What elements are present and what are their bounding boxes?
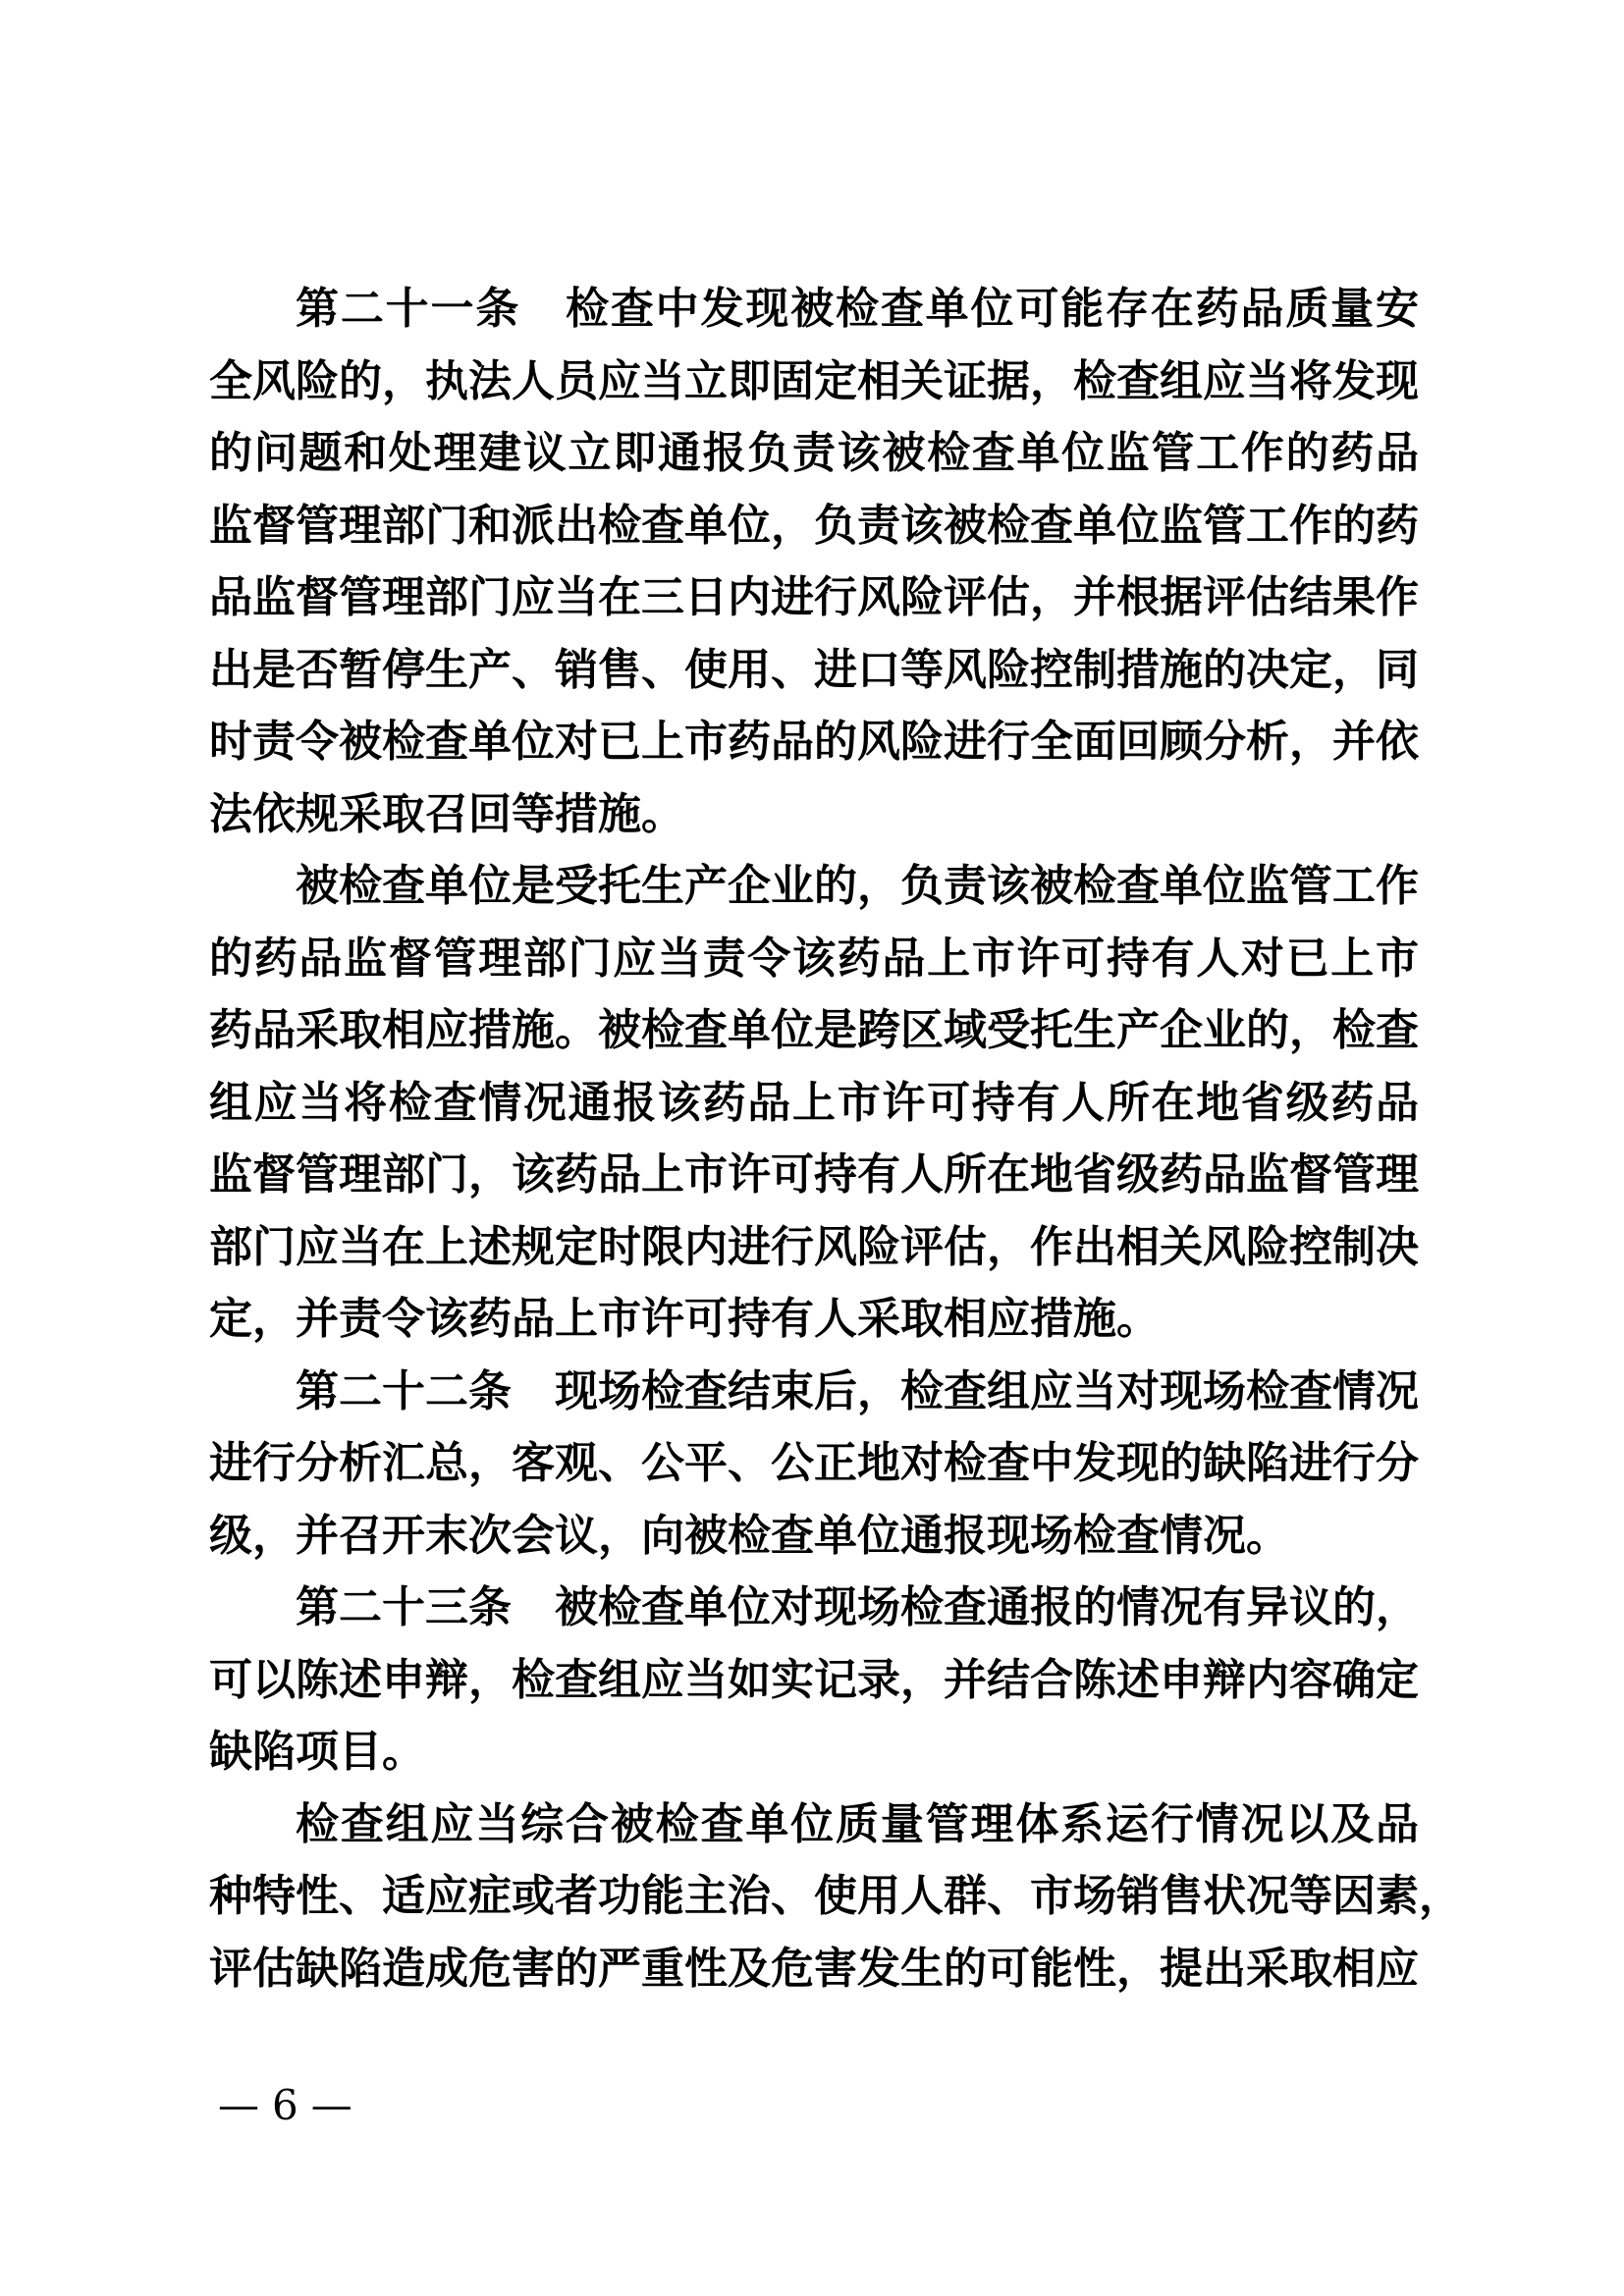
text-line: 第二十三条 被检查单位对现场检查通报的情况有异议的， [296, 1583, 1419, 1631]
text-line: 被检查单位是受托生产企业的，负责该被检查单位监管工作 [296, 862, 1419, 910]
text-line: 出是否暂停生产、销售、使用、进口等风险控制措施的决定，同 [209, 645, 1419, 694]
article-23-paragraph-1 [209, 1572, 1419, 1789]
text-line: 级，并召开末次会议，向被检查单位通报现场检查情况。 [209, 1511, 1289, 1560]
page-number: 6 [272, 2081, 298, 2129]
text-line: 组应当将检查情况通报该药品上市许可持有人所在地省级药品 [209, 1078, 1419, 1127]
text-line: 评估缺陷造成危害的严重性及危害发生的可能性，提出采取相应 [209, 1944, 1419, 1993]
article-21-paragraph-2 [209, 850, 1419, 1356]
text-line: 种特性、适应症或者功能主治、使用人群、市场销售状况等因素， [209, 1872, 1462, 1920]
text-line: 全风险的，执法人员应当立即固定相关证据，检查组应当将发现 [209, 356, 1419, 405]
text-line: 可以陈述申辩，检查组应当如实记录，并结合陈述申辩内容确定 [209, 1655, 1419, 1704]
document-body [209, 273, 1462, 2004]
text-line: 缺陷项目。 [209, 1728, 425, 1776]
text-line: 药品采取相应措施。被检查单位是跨区域受托生产企业的，检查 [209, 1006, 1419, 1054]
footer-dash-left: — [218, 2081, 259, 2129]
article-22-paragraph-1 [209, 1356, 1419, 1573]
text-line: 法依规采取召回等措施。 [209, 789, 684, 838]
text-line: 时责令被检查单位对已上市药品的风险进行全面回顾分析，并依 [209, 718, 1419, 766]
text-line: 部门应当在上述规定时限内进行风险评估，作出相关风险控制决 [209, 1222, 1419, 1271]
text-line: 第二十二条 现场检查结束后，检查组应当对现场检查情况 [296, 1366, 1419, 1415]
text-line: 检查组应当综合被检查单位质量管理体系运行情况以及品 [296, 1799, 1419, 1848]
text-line: 的问题和处理建议立即通报负责该被检查单位监管工作的药品 [209, 429, 1419, 477]
text-line: 第二十一条 检查中发现被检查单位可能存在药品质量安 [296, 285, 1419, 333]
text-line: 监督管理部门和派出检查单位，负责该被检查单位监管工作的药 [209, 501, 1419, 550]
text-line: 进行分析汇总，客观、公平、公正地对检查中发现的缺陷进行分 [209, 1439, 1419, 1487]
text-line: 监督管理部门，该药品上市许可持有人所在地省级药品监督管理 [209, 1150, 1419, 1199]
footer-dash-right: — [310, 2081, 352, 2129]
article-23-paragraph-2 [209, 1789, 1462, 2005]
text-line: 品监督管理部门应当在三日内进行风险评估，并根据评估结果作 [209, 573, 1419, 621]
page-footer [218, 2081, 352, 2129]
text-line: 的药品监督管理部门应当责令该药品上市许可持有人对已上市 [209, 934, 1419, 983]
text-line: 定，并责令该药品上市许可持有人采取相应措施。 [209, 1295, 1160, 1343]
article-21-paragraph-1 [209, 273, 1419, 850]
